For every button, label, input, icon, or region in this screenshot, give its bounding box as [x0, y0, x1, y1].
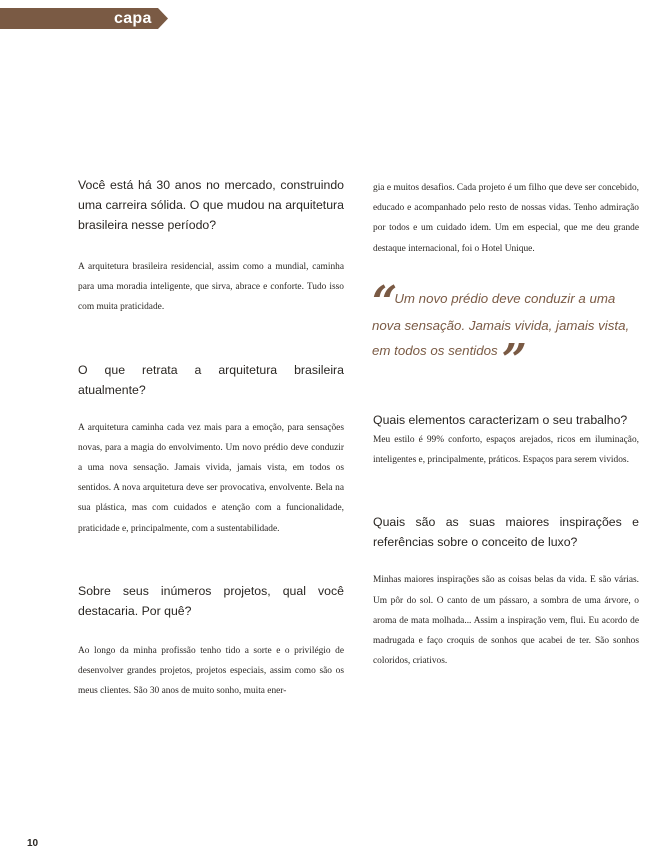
page-number: 10	[27, 838, 39, 849]
answer-1: A arquitetura brasileira residencial, assim como a mundial, caminha para uma moradia inteligente, que sirva, abrace e conforte. Tudo isso com muita praticidade.	[78, 262, 344, 313]
question-1: Você está há 30 anos no mercado, construindo uma carreira sólida. O que mudou na arquitetura brasileira nesse período?	[78, 178, 344, 232]
question-5: Quais são as suas maiores inspirações e referências sobre o conceito de luxo?	[373, 515, 639, 550]
section-label: capa	[114, 10, 152, 27]
question-2: O que retrata a arquitetura brasileira atualmente?	[78, 362, 344, 397]
question-4: Quais elementos caracterizam o seu trabalho?	[373, 413, 628, 427]
pull-quote	[372, 277, 644, 386]
question-3: Sobre seus inúmeros projetos, qual você destacaria. Por quê?	[78, 583, 344, 618]
close-quote-icon: ”	[501, 335, 524, 386]
left-column	[78, 175, 344, 701]
answer-2: A arquitetura caminha cada vez mais para a emoção, para sensações novas, para a magia do envolvimento. Um novo prédio deve conduzir a uma nova sensação. Jamais vivida, jamais vista, em todos os sentidos. A nova arquitetura deve ser provocativa, envolvente. Bela na sua plástica, mas com cuidados e atenção com a funcionalidade, praticidade e, principalmente, com a sustentabilidade.	[78, 422, 344, 534]
answer-5: Minhas maiores inspirações são as coisas belas da vida. E são várias. Um pôr do sol. O canto de um pássaro, a sombra de uma árvore, o aroma de mata molhada... Assim a inspiração vem, flui. Eu acordo de madrugada e faço croquis de sonhos que acabei de ter. São sonhos coloridos, criativos.	[373, 575, 639, 667]
pull-quote-text: Um novo prédio deve conduzir a uma nova sensação. Jamais vivida, jamais vista, em todos os sentidos	[372, 291, 630, 358]
open-quote-icon: “	[372, 277, 395, 328]
answer-3: Ao longo da minha profissão tenho tido a sorte e o privilégio de desenvolver grandes projetos, projetos especiais, assim como são os meus clientes. São 30 anos de muito sonho, muita ener-	[78, 645, 344, 697]
answer-3-continued: gia e muitos desafios. Cada projeto é um filho que deve ser concebido, educado e acompanhado pelo resto de nossas vidas. Tenho admiração por todos e um cuidado idem. Um em especial, que me deu grande destaque internacional, foi o Hotel Unique.	[373, 183, 639, 254]
answer-4: Meu estilo é 99% conforto, espaços arejados, ricos em iluminação, inteligentes e, principalmente, práticos. Espaços para serem vividos.	[373, 435, 639, 466]
right-column-lower	[373, 410, 639, 671]
right-column	[373, 178, 639, 259]
